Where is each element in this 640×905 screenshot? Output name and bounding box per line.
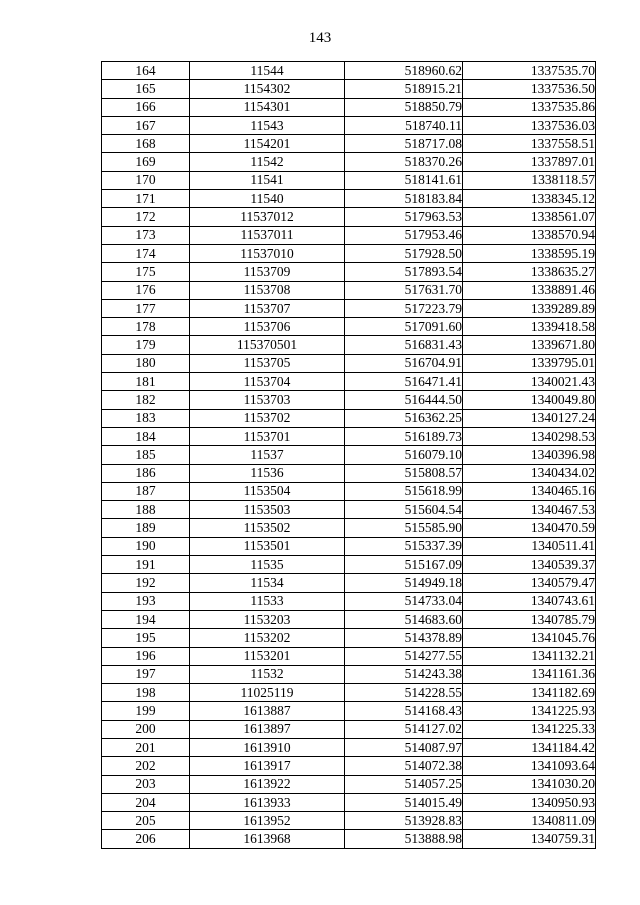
row-number-cell: 190 [102,537,190,555]
y-coordinate-cell: 1340950.93 [463,793,596,811]
point-id-cell: 1613917 [190,757,345,775]
y-coordinate-cell: 1340434.02 [463,464,596,482]
row-number-cell: 184 [102,427,190,445]
x-coordinate-cell: 515808.57 [345,464,463,482]
y-coordinate-cell: 1339289.89 [463,299,596,317]
y-coordinate-cell: 1341184.42 [463,738,596,756]
row-number-cell: 183 [102,409,190,427]
x-coordinate-cell: 515604.54 [345,501,463,519]
y-coordinate-cell: 1341225.33 [463,720,596,738]
y-coordinate-cell: 1340539.37 [463,556,596,574]
table-row [102,171,596,189]
row-number-cell: 166 [102,98,190,116]
x-coordinate-cell: 514683.60 [345,610,463,628]
row-number-cell: 193 [102,592,190,610]
table-row [102,427,596,445]
y-coordinate-cell: 1340811.09 [463,812,596,830]
row-number-cell: 168 [102,135,190,153]
y-coordinate-cell: 1340743.61 [463,592,596,610]
y-coordinate-cell: 1339418.58 [463,318,596,336]
x-coordinate-cell: 518717.08 [345,135,463,153]
point-id-cell: 1153703 [190,391,345,409]
table-row [102,684,596,702]
table-row [102,501,596,519]
table-row [102,446,596,464]
x-coordinate-cell: 515337.39 [345,537,463,555]
point-id-cell: 1153503 [190,501,345,519]
point-id-cell: 1154201 [190,135,345,153]
point-id-cell: 1153502 [190,519,345,537]
x-coordinate-cell: 517223.79 [345,299,463,317]
point-id-cell: 11534 [190,574,345,592]
row-number-cell: 170 [102,171,190,189]
table-row [102,592,596,610]
y-coordinate-cell: 1338891.46 [463,281,596,299]
y-coordinate-cell: 1341030.20 [463,775,596,793]
x-coordinate-cell: 515618.99 [345,482,463,500]
y-coordinate-cell: 1339671.80 [463,336,596,354]
row-number-cell: 205 [102,812,190,830]
point-id-cell: 1613897 [190,720,345,738]
table-row [102,793,596,811]
x-coordinate-cell: 514072.38 [345,757,463,775]
table-row [102,190,596,208]
point-id-cell: 1153706 [190,318,345,336]
point-id-cell: 1153705 [190,354,345,372]
x-coordinate-cell: 514277.55 [345,647,463,665]
y-coordinate-cell: 1337536.50 [463,80,596,98]
row-number-cell: 164 [102,62,190,80]
row-number-cell: 186 [102,464,190,482]
x-coordinate-cell: 516189.73 [345,427,463,445]
row-number-cell: 178 [102,318,190,336]
x-coordinate-cell: 515167.09 [345,556,463,574]
point-id-cell: 11540 [190,190,345,208]
row-number-cell: 185 [102,446,190,464]
y-coordinate-cell: 1340127.24 [463,409,596,427]
table-row [102,263,596,281]
x-coordinate-cell: 516079.10 [345,446,463,464]
row-number-cell: 172 [102,208,190,226]
x-coordinate-cell: 518740.11 [345,116,463,134]
coordinates-table-body [102,62,596,849]
y-coordinate-cell: 1341132.21 [463,647,596,665]
row-number-cell: 182 [102,391,190,409]
table-row [102,336,596,354]
point-id-cell: 11537012 [190,208,345,226]
table-row [102,720,596,738]
table-row [102,757,596,775]
table-row [102,738,596,756]
row-number-cell: 174 [102,244,190,262]
point-id-cell: 1153504 [190,482,345,500]
point-id-cell: 1154302 [190,80,345,98]
x-coordinate-cell: 516471.41 [345,373,463,391]
table-row [102,281,596,299]
x-coordinate-cell: 514949.18 [345,574,463,592]
row-number-cell: 195 [102,629,190,647]
point-id-cell: 11543 [190,116,345,134]
y-coordinate-cell: 1341161.36 [463,665,596,683]
point-id-cell: 1613968 [190,830,345,848]
table-row [102,665,596,683]
table-row [102,80,596,98]
x-coordinate-cell: 518141.61 [345,171,463,189]
y-coordinate-cell: 1340298.53 [463,427,596,445]
row-number-cell: 171 [102,190,190,208]
table-row [102,226,596,244]
y-coordinate-cell: 1340470.59 [463,519,596,537]
table-row [102,702,596,720]
row-number-cell: 191 [102,556,190,574]
table-row [102,775,596,793]
row-number-cell: 202 [102,757,190,775]
x-coordinate-cell: 514168.43 [345,702,463,720]
point-id-cell: 1153708 [190,281,345,299]
y-coordinate-cell: 1340467.53 [463,501,596,519]
x-coordinate-cell: 514087.97 [345,738,463,756]
y-coordinate-cell: 1341093.64 [463,757,596,775]
table-row [102,409,596,427]
table-row [102,116,596,134]
table-row [102,556,596,574]
table-row [102,610,596,628]
row-number-cell: 206 [102,830,190,848]
x-coordinate-cell: 517953.46 [345,226,463,244]
row-number-cell: 167 [102,116,190,134]
x-coordinate-cell: 517963.53 [345,208,463,226]
row-number-cell: 165 [102,80,190,98]
y-coordinate-cell: 1340465.16 [463,482,596,500]
y-coordinate-cell: 1337535.70 [463,62,596,80]
table-row [102,135,596,153]
x-coordinate-cell: 514057.25 [345,775,463,793]
point-id-cell: 1154301 [190,98,345,116]
y-coordinate-cell: 1337897.01 [463,153,596,171]
x-coordinate-cell: 514243.38 [345,665,463,683]
x-coordinate-cell: 517631.70 [345,281,463,299]
table-row [102,244,596,262]
x-coordinate-cell: 514228.55 [345,684,463,702]
table-row [102,830,596,848]
row-number-cell: 196 [102,647,190,665]
point-id-cell: 11537 [190,446,345,464]
point-id-cell: 1613910 [190,738,345,756]
coordinates-table [101,61,596,849]
page-number: 143 [308,30,332,46]
table-row [102,629,596,647]
x-coordinate-cell: 514378.89 [345,629,463,647]
x-coordinate-cell: 518370.26 [345,153,463,171]
y-coordinate-cell: 1338561.07 [463,208,596,226]
point-id-cell: 1153709 [190,263,345,281]
table-row [102,208,596,226]
point-id-cell: 1153201 [190,647,345,665]
y-coordinate-cell: 1338570.94 [463,226,596,244]
x-coordinate-cell: 518915.21 [345,80,463,98]
point-id-cell: 1153704 [190,373,345,391]
x-coordinate-cell: 514015.49 [345,793,463,811]
table-row [102,373,596,391]
y-coordinate-cell: 1338635.27 [463,263,596,281]
point-id-cell: 115370501 [190,336,345,354]
row-number-cell: 176 [102,281,190,299]
row-number-cell: 181 [102,373,190,391]
point-id-cell: 11537010 [190,244,345,262]
table-row [102,482,596,500]
point-id-cell: 1153701 [190,427,345,445]
row-number-cell: 192 [102,574,190,592]
table-row [102,519,596,537]
x-coordinate-cell: 516831.43 [345,336,463,354]
x-coordinate-cell: 516362.25 [345,409,463,427]
row-number-cell: 197 [102,665,190,683]
y-coordinate-cell: 1340759.31 [463,830,596,848]
table-row [102,98,596,116]
table-row [102,537,596,555]
point-id-cell: 1613933 [190,793,345,811]
table-row [102,812,596,830]
table-row [102,574,596,592]
row-number-cell: 187 [102,482,190,500]
point-id-cell: 1613952 [190,812,345,830]
row-number-cell: 199 [102,702,190,720]
row-number-cell: 179 [102,336,190,354]
table-row [102,153,596,171]
x-coordinate-cell: 518183.84 [345,190,463,208]
y-coordinate-cell: 1340021.43 [463,373,596,391]
x-coordinate-cell: 515585.90 [345,519,463,537]
point-id-cell: 11536 [190,464,345,482]
x-coordinate-cell: 517928.50 [345,244,463,262]
y-coordinate-cell: 1340579.47 [463,574,596,592]
row-number-cell: 198 [102,684,190,702]
row-number-cell: 200 [102,720,190,738]
table-row [102,354,596,372]
table-row [102,391,596,409]
y-coordinate-cell: 1338345.12 [463,190,596,208]
row-number-cell: 188 [102,501,190,519]
point-id-cell: 1613887 [190,702,345,720]
row-number-cell: 204 [102,793,190,811]
point-id-cell: 1153202 [190,629,345,647]
x-coordinate-cell: 517091.60 [345,318,463,336]
y-coordinate-cell: 1341182.69 [463,684,596,702]
y-coordinate-cell: 1340396.98 [463,446,596,464]
row-number-cell: 177 [102,299,190,317]
point-id-cell: 11532 [190,665,345,683]
y-coordinate-cell: 1340785.79 [463,610,596,628]
row-number-cell: 180 [102,354,190,372]
table-row [102,62,596,80]
y-coordinate-cell: 1337536.03 [463,116,596,134]
row-number-cell: 201 [102,738,190,756]
y-coordinate-cell: 1341045.76 [463,629,596,647]
x-coordinate-cell: 514127.02 [345,720,463,738]
y-coordinate-cell: 1338118.57 [463,171,596,189]
x-coordinate-cell: 517893.54 [345,263,463,281]
x-coordinate-cell: 516444.50 [345,391,463,409]
x-coordinate-cell: 518960.62 [345,62,463,80]
y-coordinate-cell: 1339795.01 [463,354,596,372]
table-row [102,647,596,665]
x-coordinate-cell: 518850.79 [345,98,463,116]
point-id-cell: 11533 [190,592,345,610]
point-id-cell: 11537011 [190,226,345,244]
y-coordinate-cell: 1337558.51 [463,135,596,153]
point-id-cell: 11541 [190,171,345,189]
y-coordinate-cell: 1338595.19 [463,244,596,262]
point-id-cell: 1153203 [190,610,345,628]
row-number-cell: 169 [102,153,190,171]
x-coordinate-cell: 513888.98 [345,830,463,848]
table-row [102,299,596,317]
x-coordinate-cell: 514733.04 [345,592,463,610]
y-coordinate-cell: 1340049.80 [463,391,596,409]
x-coordinate-cell: 513928.83 [345,812,463,830]
y-coordinate-cell: 1341225.93 [463,702,596,720]
point-id-cell: 1613922 [190,775,345,793]
y-coordinate-cell: 1337535.86 [463,98,596,116]
point-id-cell: 1153501 [190,537,345,555]
row-number-cell: 189 [102,519,190,537]
row-number-cell: 203 [102,775,190,793]
point-id-cell: 11535 [190,556,345,574]
table-row [102,464,596,482]
point-id-cell: 11025119 [190,684,345,702]
point-id-cell: 1153707 [190,299,345,317]
row-number-cell: 175 [102,263,190,281]
row-number-cell: 194 [102,610,190,628]
x-coordinate-cell: 516704.91 [345,354,463,372]
point-id-cell: 1153702 [190,409,345,427]
y-coordinate-cell: 1340511.41 [463,537,596,555]
table-row [102,318,596,336]
point-id-cell: 11542 [190,153,345,171]
point-id-cell: 11544 [190,62,345,80]
row-number-cell: 173 [102,226,190,244]
